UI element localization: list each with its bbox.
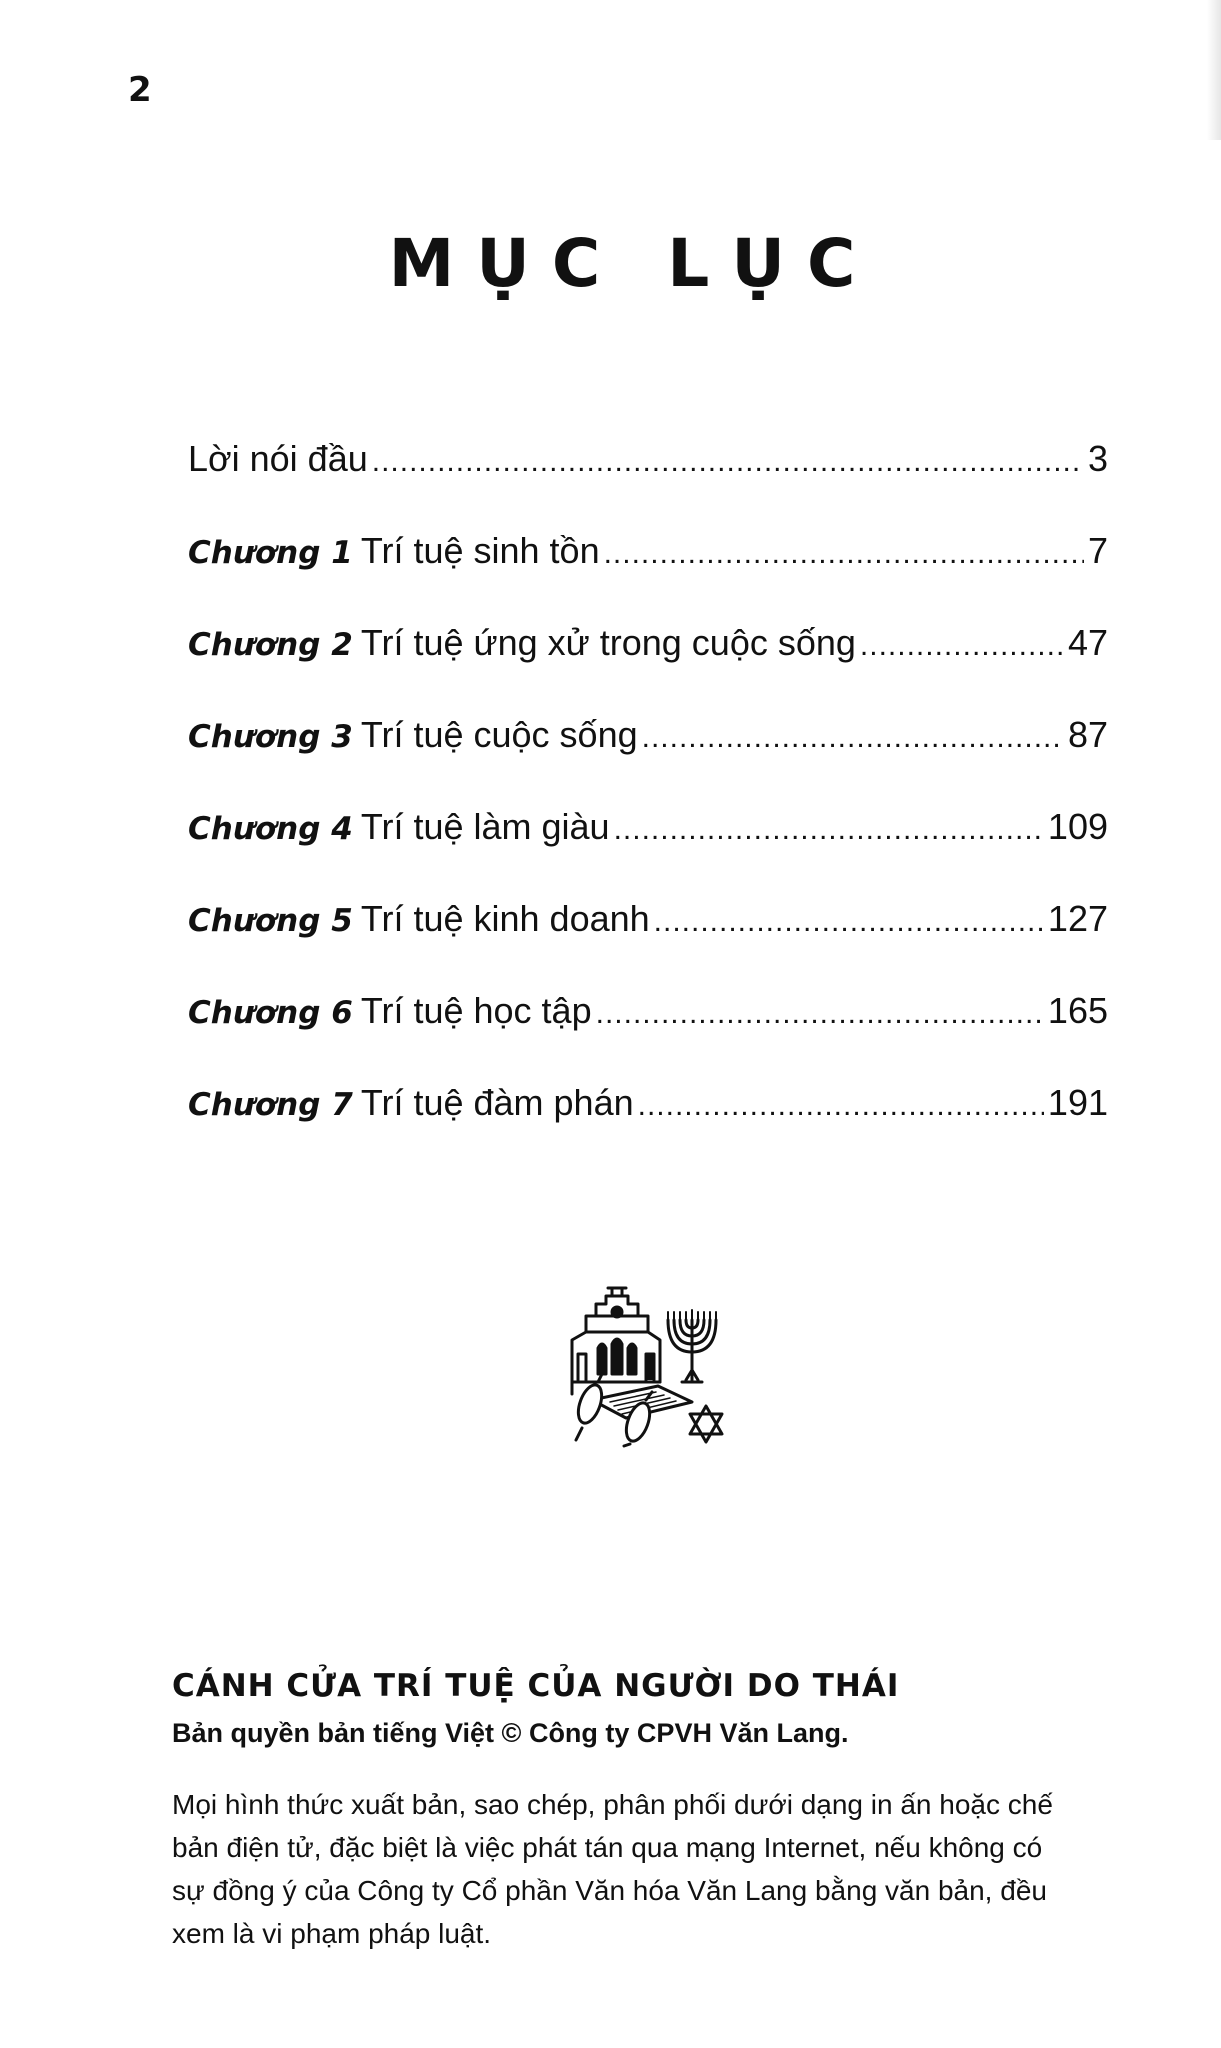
toc-dot-leader bbox=[604, 527, 1084, 581]
toc-entry-title: Trí tuệ sinh tồn bbox=[360, 530, 600, 571]
toc-chapter-label: Chương 6 bbox=[188, 995, 353, 1031]
toc-dot-leader bbox=[638, 1079, 1044, 1133]
toc-entry-chapter-5[interactable] bbox=[188, 892, 1108, 984]
toc-entry-page: 3 bbox=[1087, 438, 1108, 479]
toc-dot-leader bbox=[642, 711, 1064, 765]
toc-entry-page: 7 bbox=[1087, 530, 1108, 571]
toc-dot-leader bbox=[860, 619, 1064, 673]
toc-entry-page: 191 bbox=[1047, 1082, 1108, 1123]
toc-entry-preface[interactable] bbox=[188, 432, 1108, 524]
toc-dot-leader bbox=[614, 803, 1044, 857]
toc-entry-chapter-2[interactable] bbox=[188, 616, 1108, 708]
toc-entry-chapter-4[interactable] bbox=[188, 800, 1108, 892]
toc-entry-page: 165 bbox=[1047, 990, 1108, 1031]
toc-entry-chapter-7[interactable] bbox=[188, 1076, 1108, 1168]
notice-line: sự đồng ý của Công ty Cổ phần Văn hóa Văn Lang bằng văn bản, đều bbox=[172, 1875, 1047, 1906]
toc-entry-title: Trí tuệ cuộc sống bbox=[360, 714, 638, 755]
notice-line: Mọi hình thức xuất bản, sao chép, phân phối dưới dạng in ấn hoặc chế bbox=[172, 1789, 1053, 1820]
toc-dot-leader bbox=[654, 895, 1044, 949]
notice-line: xem là vi phạm pháp luật. bbox=[172, 1918, 492, 1949]
toc-entry-chapter-6[interactable] bbox=[188, 984, 1108, 1076]
toc-entry-title: Trí tuệ đàm phán bbox=[360, 1082, 634, 1123]
toc-entry-title: Trí tuệ học tập bbox=[360, 990, 592, 1031]
page-title: MỤC LỤC bbox=[388, 225, 878, 302]
page-edge-shadow bbox=[1207, 0, 1221, 140]
toc-entry-title: Trí tuệ làm giàu bbox=[360, 806, 610, 847]
page-number: 2 bbox=[128, 70, 152, 110]
synagogue-menorah-torah-star-of-david-icon bbox=[566, 1282, 728, 1448]
toc-entry-title: Trí tuệ kinh doanh bbox=[360, 898, 650, 939]
toc-entry-page: 127 bbox=[1047, 898, 1108, 939]
toc-entry-page: 47 bbox=[1067, 622, 1108, 663]
toc-chapter-label: Chương 1 bbox=[188, 535, 353, 571]
table-of-contents bbox=[188, 432, 1108, 1168]
toc-chapter-label: Chương 3 bbox=[188, 719, 353, 755]
notice-line: bản điện tử, đặc biệt là việc phát tán qua mạng Internet, nếu không có bbox=[172, 1832, 1043, 1863]
copyright-line: Bản quyền bản tiếng Việt © Công ty CPVH Văn Lang. bbox=[172, 1718, 849, 1748]
toc-entry-title: Lời nói đầu bbox=[188, 438, 368, 479]
toc-chapter-label: Chương 2 bbox=[188, 627, 353, 663]
toc-entry-chapter-3[interactable] bbox=[188, 708, 1108, 800]
book-title: CÁNH CỬA TRÍ TUỆ CỦA NGƯỜI DO THÁI bbox=[172, 1668, 900, 1704]
toc-chapter-label: Chương 5 bbox=[188, 903, 353, 939]
toc-entry-page: 87 bbox=[1067, 714, 1108, 755]
toc-chapter-label: Chương 7 bbox=[188, 1087, 353, 1123]
toc-chapter-label: Chương 4 bbox=[188, 811, 353, 847]
toc-entry-chapter-1[interactable] bbox=[188, 524, 1108, 616]
copyright-notice bbox=[172, 1783, 1132, 1955]
toc-entry-page: 109 bbox=[1047, 806, 1108, 847]
toc-entry-title: Trí tuệ ứng xử trong cuộc sống bbox=[360, 622, 856, 663]
toc-dot-leader bbox=[596, 987, 1044, 1041]
colophon bbox=[172, 1668, 1132, 1955]
toc-dot-leader bbox=[372, 435, 1084, 489]
